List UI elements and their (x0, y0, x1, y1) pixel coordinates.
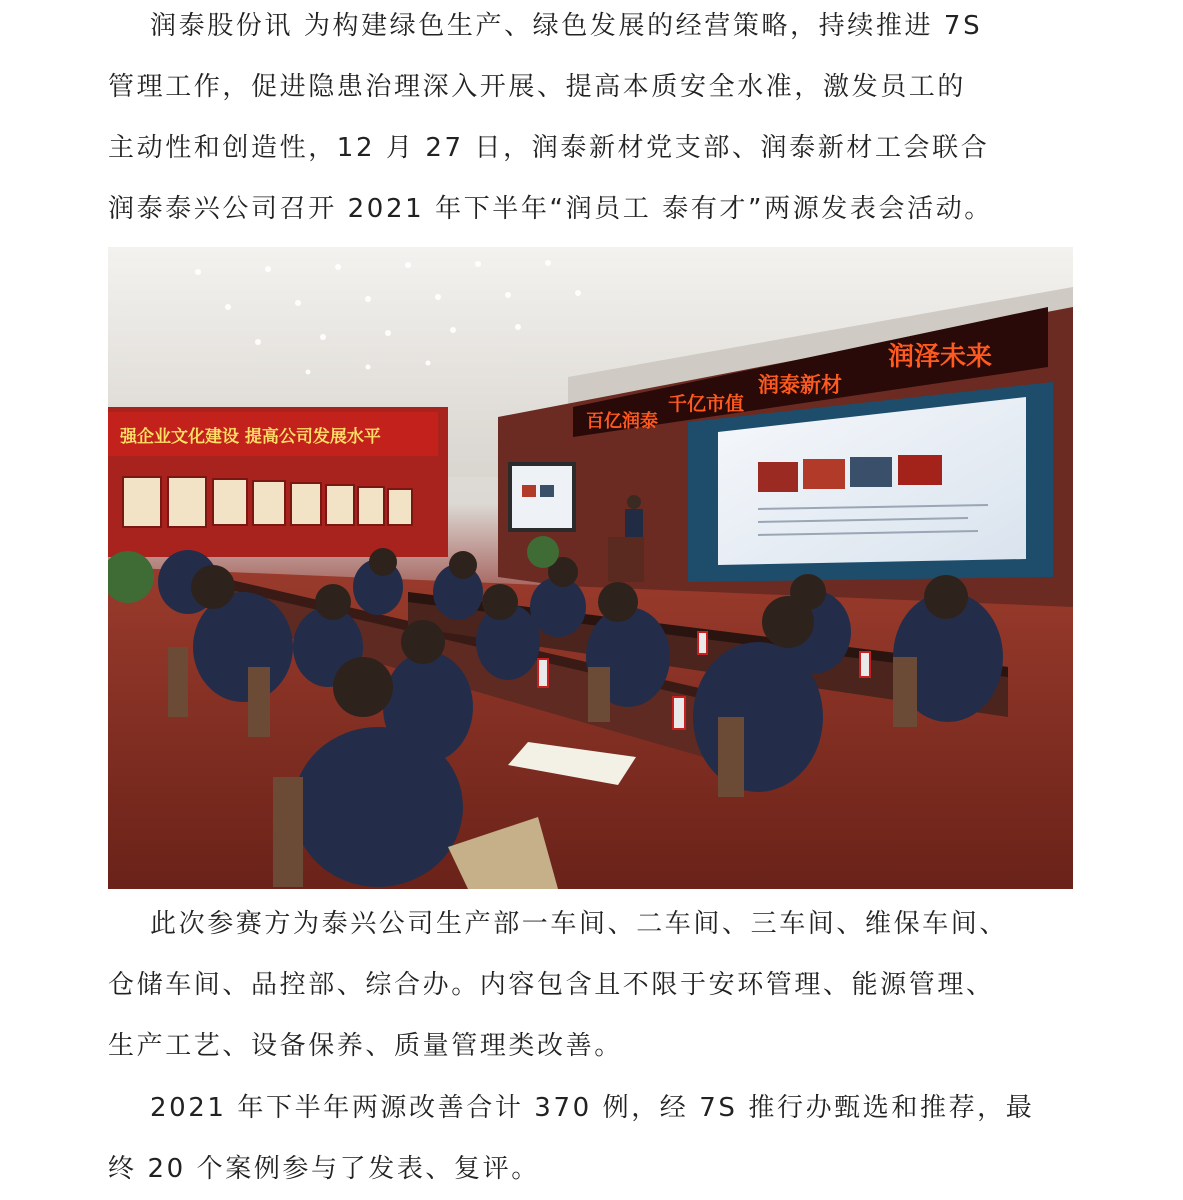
paragraph-line: 仓储车间、品控部、综合办。内容包含且不限于安环管理、能源管理、 (108, 970, 995, 1000)
paragraph-line: 主动性和创造性，12 月 27 日，润泰新材党支部、润泰新材工会联合 (108, 133, 990, 163)
paragraph-line: 此次参赛方为泰兴公司生产部一车间、二车间、三车间、维保车间、 (150, 909, 1009, 939)
paragraph-line: 管理工作，促进隐患治理深入开展、提高本质安全水准，激发员工的 (108, 72, 967, 102)
paragraph-results (108, 1078, 1073, 1200)
paragraph-line: 润泰股份讯 为构建绿色生产、绿色发展的经营策略，持续推进 7S (150, 11, 983, 41)
paragraph-line: 终 20 个案例参与了发表、复评。 (108, 1154, 540, 1184)
led-text-2: 千亿市值 (668, 393, 745, 415)
paragraph-intro (108, 0, 1073, 240)
led-text-3: 润泰新材 (758, 373, 842, 397)
paragraph-line: 生产工艺、设备保养、质量管理类改善。 (108, 1031, 623, 1061)
led-text-1: 百亿润泰 (586, 411, 658, 432)
paragraph-line: 2021 年下半年两源改善合计 370 例，经 7S 推行办甄选和推荐，最 (150, 1093, 1035, 1123)
paragraph-line: 润泰泰兴公司召开 2021 年下半年“润员工 泰有才”两源发表会活动。 (108, 194, 993, 224)
led-text-4: 润泽未来 (888, 342, 993, 372)
banner-left: 强企业文化建设 提高公司发展水平 (120, 427, 381, 447)
paragraph-participants (108, 894, 1073, 1077)
meeting-photo (108, 247, 1073, 889)
